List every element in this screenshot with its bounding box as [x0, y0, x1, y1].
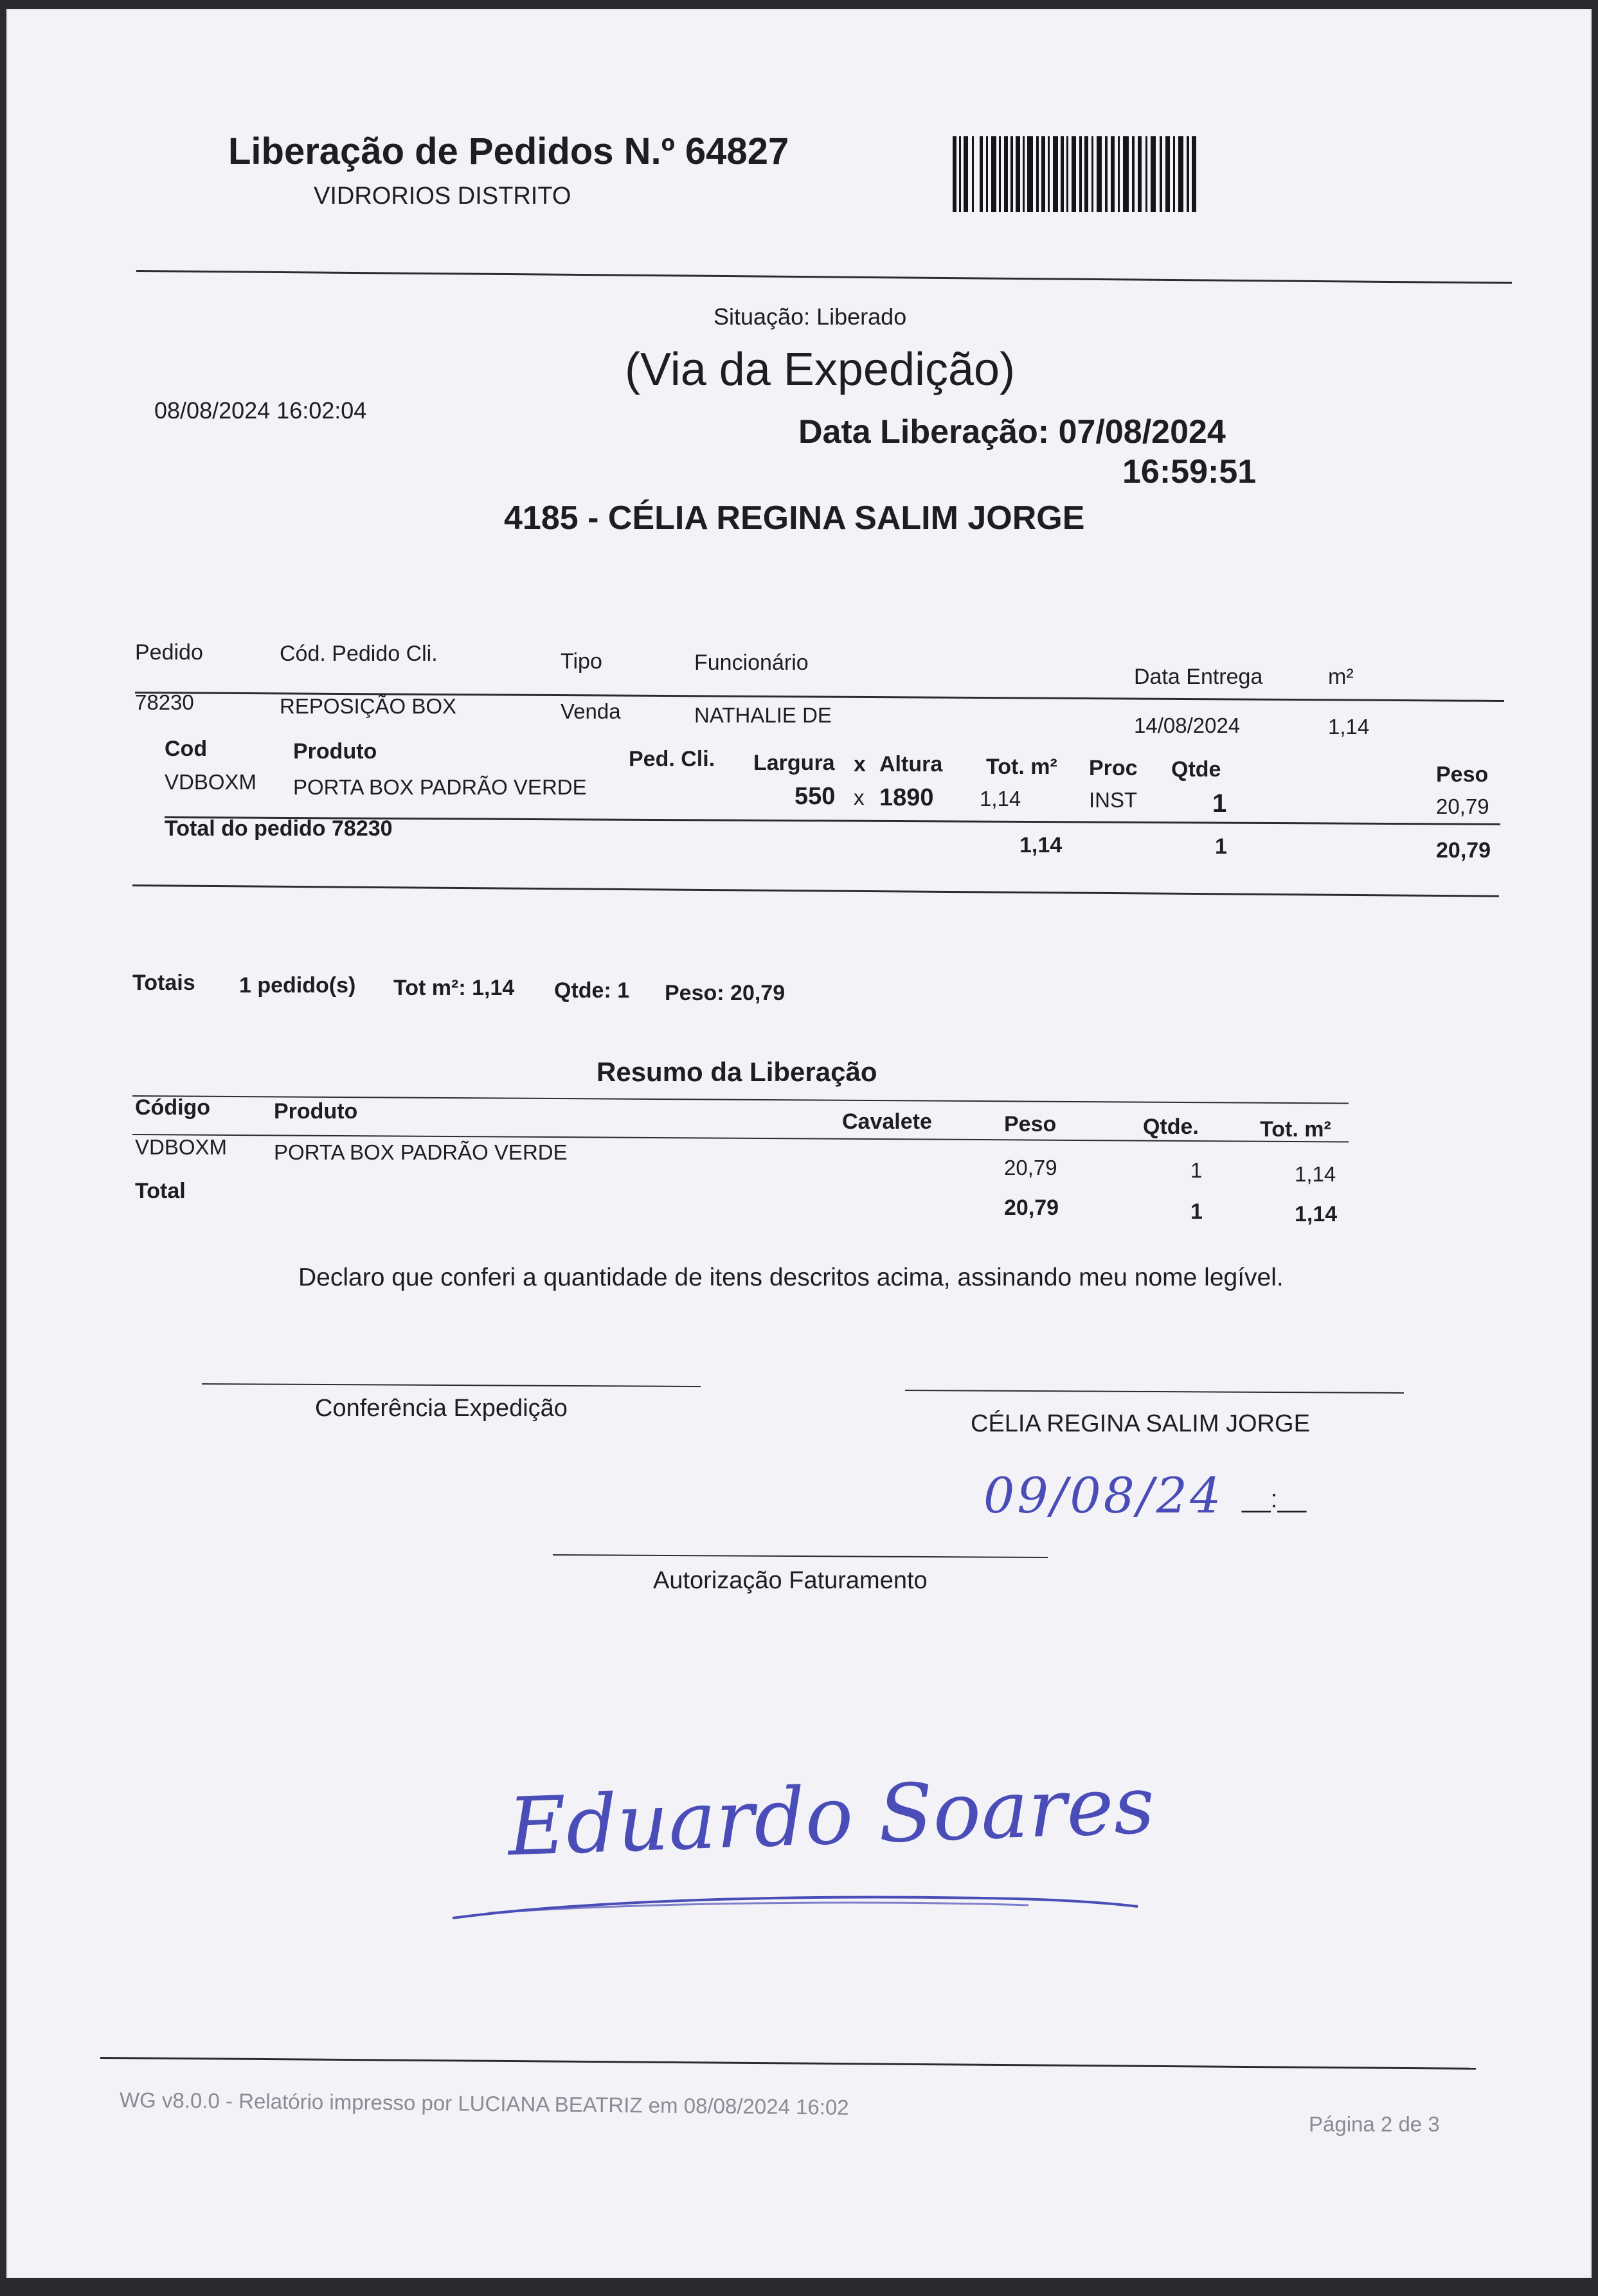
summary-header-qtde: Qtde.	[1143, 1115, 1199, 1139]
order-total-label: Total do pedido 78230	[165, 816, 393, 841]
order-table	[6, 9, 1592, 941]
release-date: Data Liberação: 07/08/2024	[798, 413, 1226, 451]
footer-printed-by: WG v8.0.0 - Relatório impresso por LUCIANA BEATRIZ em 08/08/2024 16:02	[119, 2088, 849, 2119]
order-cod-pedido-cli: REPOSIÇÃO BOX	[280, 694, 457, 718]
item-cod: VDBOXM	[165, 770, 257, 794]
company-name: VIDRORIOS DISTRITO	[314, 183, 571, 210]
summary-title: Resumo da Liberação	[597, 1057, 877, 1087]
col-header-m2: m²	[1328, 665, 1354, 689]
summary-total-tot-m2: 1,14	[1295, 1202, 1338, 1226]
summary-peso: 20,79	[1004, 1156, 1057, 1179]
item-header-tot-m2: Tot. m²	[986, 755, 1057, 779]
order-table-bottom-divider	[132, 884, 1499, 897]
summary-total-label: Total	[135, 1179, 186, 1203]
declaration-text: Declaro que conferi a quantidade de itens descritos acima, assinando meu nome legível.	[298, 1264, 1284, 1291]
item-tot-m2: 1,14	[980, 787, 1021, 811]
item-peso: 20,79	[1436, 794, 1489, 818]
footer-divider	[100, 2057, 1476, 2070]
item-header-ped-cli: Ped. Cli.	[629, 747, 715, 771]
col-header-tipo: Tipo	[561, 649, 602, 674]
handwritten-date: 09/08/24	[983, 1467, 1224, 1524]
conferencia-label: Conferência Expedição	[315, 1395, 568, 1422]
signature-underline	[450, 1890, 1144, 1922]
summary-produto: PORTA BOX PADRÃO VERDE	[274, 1140, 568, 1164]
totals-qtde: Qtde: 1	[554, 978, 630, 1003]
autorizacao-label: Autorização Faturamento	[653, 1567, 928, 1594]
conferencia-signature-line	[202, 1383, 701, 1387]
situation-label: Situação: Liberado	[714, 303, 907, 330]
order-total-qtde: 1	[1215, 834, 1227, 859]
item-header-cod: Cod	[165, 737, 208, 761]
autorizacao-signature-line	[553, 1554, 1048, 1558]
item-qtde: 1	[1212, 789, 1227, 818]
summary-total-peso: 20,79	[1004, 1196, 1059, 1220]
summary-qtde: 1	[1190, 1158, 1203, 1182]
item-header-altura: Altura	[879, 752, 943, 776]
item-proc: INST	[1089, 788, 1138, 812]
client-signature-line	[905, 1390, 1404, 1394]
col-header-cod-pedido-cli: Cód. Pedido Cli.	[280, 641, 438, 666]
totals-label: Totais	[132, 971, 195, 995]
item-header-proc: Proc	[1089, 756, 1138, 780]
client-signature-name: CÉLIA REGINA SALIM JORGE	[971, 1410, 1310, 1437]
document-page	[6, 9, 1592, 2278]
col-header-funcionario: Funcionário	[694, 650, 809, 675]
document-title: Liberação de Pedidos N.º 64827	[228, 130, 789, 172]
order-m2: 1,14	[1328, 715, 1370, 739]
item-altura: 1890	[879, 784, 934, 811]
item-largura: 550	[795, 783, 836, 810]
col-header-data-entrega: Data Entrega	[1134, 665, 1263, 689]
summary-header-peso: Peso	[1004, 1112, 1057, 1136]
col-header-pedido: Pedido	[135, 640, 203, 665]
totals-peso: Peso: 20,79	[665, 981, 786, 1005]
print-datetime: 08/08/2024 16:02:04	[154, 397, 367, 424]
item-header-peso: Peso	[1436, 762, 1489, 787]
item-header-qtde: Qtde	[1171, 757, 1221, 782]
time-placeholder: __:__	[1242, 1485, 1307, 1513]
totals-tot-m2: Tot m²: 1,14	[393, 976, 515, 1000]
item-header-produto: Produto	[293, 739, 377, 764]
order-total-tot-m2: 1,14	[1019, 833, 1063, 857]
item-produto: PORTA BOX PADRÃO VERDE	[293, 775, 587, 799]
order-funcionario: NATHALIE DE	[694, 703, 832, 727]
summary-total-qtde: 1	[1190, 1199, 1203, 1224]
handwritten-signature: Eduardo Soares	[506, 1759, 1156, 1874]
summary-header-cavalete: Cavalete	[842, 1109, 932, 1134]
item-x: x	[854, 785, 865, 809]
order-data-entrega: 14/08/2024	[1134, 713, 1241, 737]
summary-header-tot-m2: Tot. m²	[1260, 1117, 1331, 1142]
footer-page-number: Página 2 de 3	[1309, 2112, 1440, 2136]
summary-header-codigo: Código	[135, 1095, 211, 1120]
order-pedido: 78230	[135, 690, 194, 714]
order-tipo: Venda	[561, 699, 621, 723]
totals-pedidos: 1 pedido(s)	[239, 973, 356, 998]
via-label: (Via da Expedição)	[625, 344, 1016, 395]
client-name: 4185 - CÉLIA REGINA SALIM JORGE	[504, 499, 1085, 537]
summary-tot-m2: 1,14	[1295, 1162, 1336, 1186]
summary-codigo: VDBOXM	[135, 1135, 228, 1159]
item-header-largura: Largura	[753, 751, 835, 775]
item-header-x: x	[854, 752, 866, 776]
summary-header-produto: Produto	[274, 1099, 358, 1124]
order-total-peso: 20,79	[1436, 838, 1491, 863]
release-time: 16:59:51	[1122, 453, 1257, 490]
